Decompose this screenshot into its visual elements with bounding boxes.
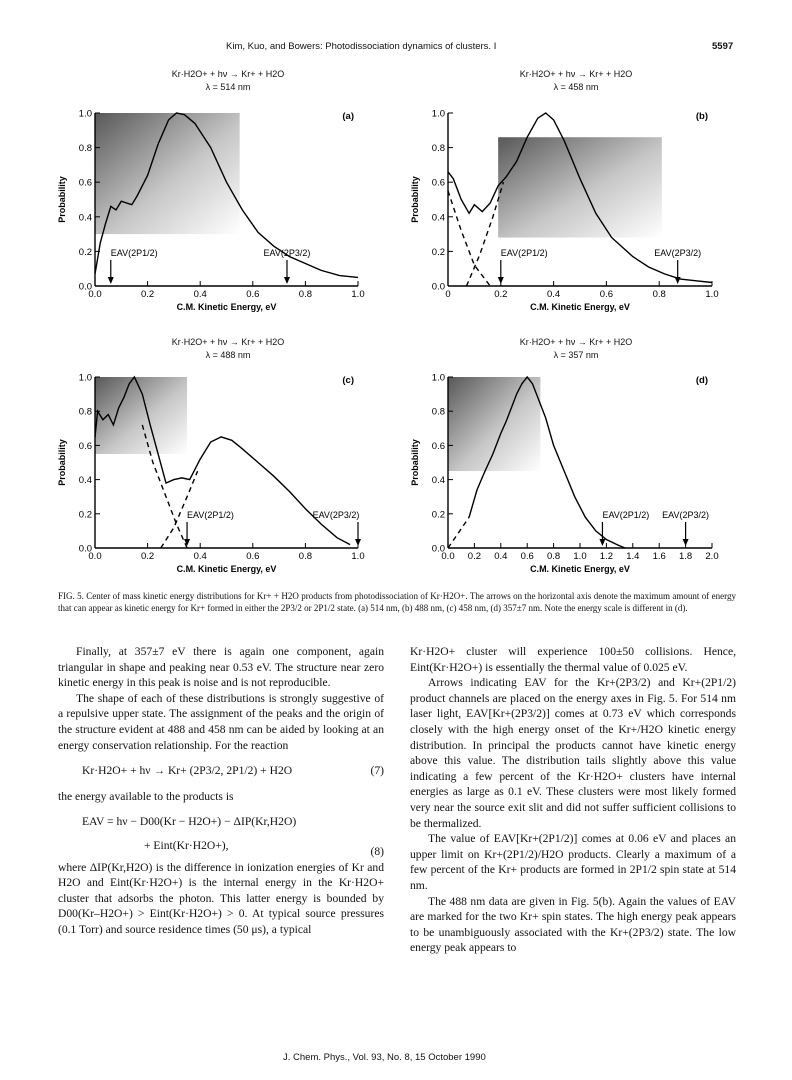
y-tick-label: 0.2 [431,246,445,258]
equation-line: + Eint(Kr·H2O+), [144,838,229,852]
y-tick-label: 0.0 [78,281,92,293]
x-tick-label: 0.2 [467,551,482,562]
paragraph: the energy available to the products is [58,789,234,803]
eav-label: EAV(2P1/2) [187,510,234,520]
x-tick-label: 0 [445,289,451,300]
y-axis-label: Probability [410,439,420,486]
y-axis-label: Probability [57,176,67,223]
component-curve [448,517,469,548]
x-axis-label: C.M. Kinetic Energy, eV [530,302,630,312]
eav-label: EAV(2P3/2) [654,248,702,258]
x-tick-label: 0.6 [520,551,534,562]
y-tick-label: 0.6 [431,177,445,189]
eav-label: EAV(2P1/2) [602,510,650,520]
x-tick-label: 1.2 [599,551,614,562]
figure-caption: FIG. 5. Center of mass kinetic energy distributions for Kr+ + H2O products from photodissociation of Kr·H2O+. The arrows on the horizontal axis denote the maximum amount of energy that can appear as kinetic energy for Kr+ formed in either the 2P3/2 or 2P1/2 state. (a) 514 nm, (b) 488 nm, (c) 458 nm, (d) 357±7 nm. Note the energy scale is different in (d). [58,591,736,613]
y-tick-label: 0.8 [78,406,92,418]
left-column [58,644,384,938]
eav-arrowhead [108,277,114,284]
y-tick-label: 0.4 [78,212,92,224]
x-axis-label: C.M. Kinetic Energy, eV [176,564,277,574]
x-tick-label: 0.4 [546,289,561,300]
x-tick-label: 1.0 [351,289,365,300]
x-axis-label: C.M. Kinetic Energy, eV [530,564,630,574]
x-tick-label: 1.0 [573,551,587,562]
x-tick-label: 1.4 [626,551,640,562]
wavelength-label: λ = 357 nm [553,350,599,360]
scan-shading [448,377,540,471]
eav-label: EAV(2P3/2) [312,510,360,520]
x-tick-label: 0.8 [546,551,561,562]
wavelength-label: λ = 458 nm [553,82,599,92]
equation-7 [82,763,384,779]
page-number: 5597 [712,41,734,52]
x-tick-label: 0.8 [298,551,313,562]
paragraph: The value of EAV[Kr+(2P1/2)] comes at 0.06 eV and places an upper limit on Kr+(2P1/2)/H2O products. Clearly a maximum of a few percent of the Kr+ products are formed in 2P1/2 spin state at 514 nm. [410,832,736,892]
panel-label: (b) [695,111,708,122]
equation-line: EAV = hν − D00(Kr − H2O+) − ΔIP(Kr,H2O) [82,815,297,829]
y-tick-label: 0.6 [78,177,92,189]
y-axis-label: Probability [410,176,420,223]
component-curve [448,191,490,286]
y-tick-label: 0.8 [78,143,92,155]
x-tick-label: 0.8 [652,289,666,300]
x-tick-label: 0.0 [88,289,102,300]
eav-label: EAV(2P3/2) [263,248,311,258]
y-tick-label: 1.0 [78,108,92,120]
paragraph: where ΔIP(Kr,H2O) is the difference in ionization energies of Kr and H2O and Eint(Kr·H2O+) is the internal energy in the Kr·H2O+ cluster that adsorbs the photon. This latter energy is bounded by D00(Kr–H2O+) > Eint(Kr·H2O+) > 0. At typical source pressures (0.1 Torr) and source residence times (50 μs), a typical [58,860,384,936]
x-tick-label: 0.2 [140,551,155,562]
y-tick-label: 0.6 [78,440,92,452]
equation-number: (7) [370,764,384,778]
x-tick-label: 0.6 [246,551,260,562]
reaction-label: Kr·H2O+ + hν → Kr+ + H2O [171,69,285,79]
paragraph: The shape of each of these distributions is strongly suggestive of a repulsive upper state. The assignment of the peaks and the origin of the structure evident at 488 and 458 nm can be aided by looking at an energy conservation relationship. For the reaction [58,691,384,752]
component-curve [467,182,504,286]
wavelength-label: λ = 514 nm [205,82,251,92]
y-tick-label: 0.8 [431,406,445,418]
eav-label: EAV(2P1/2) [500,248,548,258]
panel-label: (d) [695,375,708,386]
eav-label: EAV(2P3/2) [662,510,710,520]
y-tick-label: 0.2 [78,246,92,258]
y-tick-label: 0.0 [78,543,92,555]
y-tick-label: 0.8 [431,143,445,155]
y-tick-label: 1.0 [431,372,445,384]
y-tick-label: 1.0 [431,108,445,120]
y-tick-label: 0.0 [431,281,445,293]
paragraph: Arrows indicating EAV for the Kr+(2P3/2) and Kr+(2P1/2) product channels are placed on the energy axes in Fig. 5. For 514 nm laser light, EAV[Kr+(2P3/2)] comes at 0.73 eV which corresponds closely with the high energy onset of the Kr+/H2O kinetic energy distribution. In principal the products cannot have kinetic energy above this value. The distribution tails slightly above this value indicating a few percent of the Kr·H2O+ clusters have internal energies as large as 0.1 eV. These clusters were most likely formed very near the source exit slit and did not suffer sufficient collisions to be thermalized. [410,676,736,830]
paragraph: Kr·H2O+ cluster will experience 100±50 collisions. Hence, Eint(Kr·H2O+) is essentially the thermal value of 0.025 eV. [410,645,736,674]
eav-arrowhead [355,539,361,546]
equation-body: Kr·H2O+ + hν → Kr+ (2P3/2, 2P1/2) + H2O [82,764,293,778]
paragraph: Finally, at 357±7 eV there is again one component, again triangular in shape and peaking near 0.53 eV. The structure near zero kinetic energy in this peak is noise and is not reproducible. [58,645,384,690]
x-tick-label: 0.4 [193,289,207,300]
x-tick-label: 1.0 [705,289,719,300]
y-axis-label: Probability [57,439,67,486]
y-tick-label: 0.4 [431,475,445,487]
x-tick-label: 0.0 [441,551,455,562]
reaction-label: Kr·H2O+ + hν → Kr+ + H2O [171,337,285,347]
panel-label: (c) [342,375,354,386]
paragraph: The 488 nm data are given in Fig. 5(b). Again the values of EAV are marked for the two Kr+ spin states. The high energy peak appears to be unambiguously associated with the Kr+(2P3/2) state. The low energy peak appears to [410,894,736,955]
y-tick-label: 0.0 [431,543,445,555]
x-tick-label: 0.6 [599,289,614,300]
x-tick-label: 0.4 [494,551,508,562]
y-tick-label: 0.4 [431,212,445,224]
x-tick-label: 0.0 [88,551,102,562]
x-tick-label: 0.6 [246,289,260,300]
equation-8 [82,814,384,859]
reaction-label: Kr·H2O+ + hν → Kr+ + H2O [519,337,633,347]
x-tick-label: 0.2 [140,289,155,300]
x-tick-label: 0.8 [298,289,313,300]
equation-number: (8) [370,845,384,859]
reaction-label: Kr·H2O+ + hν → Kr+ + H2O [519,69,633,79]
scan-shading [498,137,662,237]
y-tick-label: 0.6 [431,440,445,452]
x-tick-label: 1.0 [351,551,365,562]
eav-arrowhead [675,277,681,284]
wavelength-label: λ = 488 nm [205,350,251,360]
scan-shading [95,113,240,234]
panel-label: (a) [342,111,354,122]
x-tick-label: 1.8 [678,551,693,562]
eav-label: EAV(2P1/2) [110,248,158,258]
x-tick-label: 1.6 [652,551,666,562]
y-tick-label: 0.2 [431,509,445,521]
eav-arrowhead [284,277,290,284]
eav-arrowhead [184,539,190,546]
y-tick-label: 0.4 [78,475,92,487]
y-tick-label: 1.0 [78,372,92,384]
eav-arrowhead [683,539,689,546]
x-axis-label: C.M. Kinetic Energy, eV [176,302,277,312]
x-tick-label: 0.2 [494,289,508,300]
right-column [410,644,736,956]
y-tick-label: 0.2 [78,509,92,521]
running-title: Kim, Kuo, and Bowers: Photodissociation dynamics of clusters. I [226,41,497,52]
journal-footer: J. Chem. Phys., Vol. 93, No. 8, 15 October 1990 [283,1052,486,1063]
eav-arrowhead [498,277,504,284]
x-tick-label: 2.0 [705,551,719,562]
eav-arrowhead [599,539,605,546]
x-tick-label: 0.4 [193,551,207,562]
